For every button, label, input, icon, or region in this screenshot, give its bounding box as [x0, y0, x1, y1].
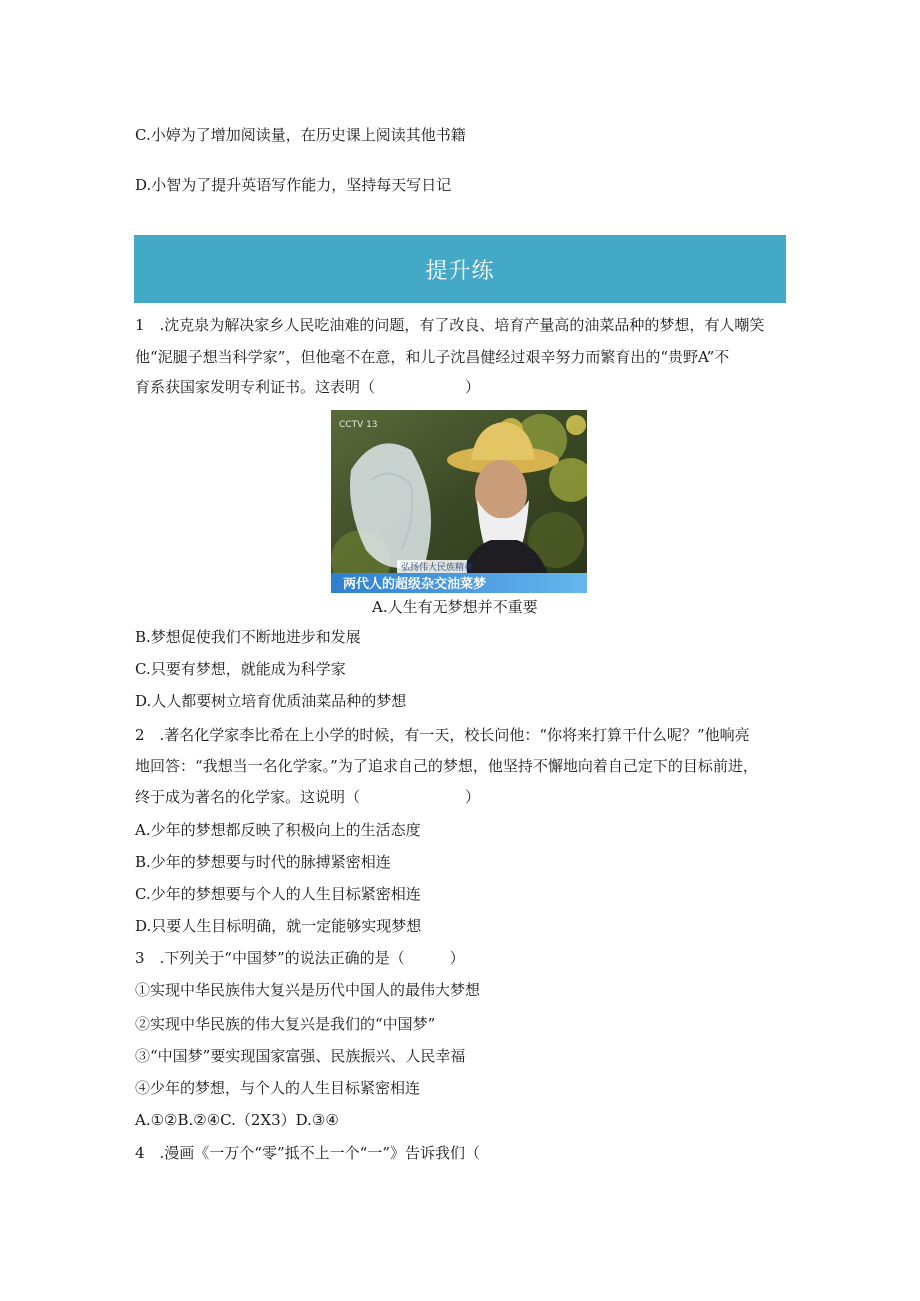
- q3-statement-4: ④少年的梦想，与个人的人生目标紧密相连: [135, 1079, 421, 1097]
- farmer-photo-illustration: [331, 410, 587, 593]
- q2-option-c: C.少年的梦想要与个人的人生目标紧密相连: [135, 885, 421, 903]
- q1-stem-line-3: 育系获国家发明专利证书。这表明（ ）: [135, 378, 481, 396]
- q1-option-b: B.梦想促使我们不断地进步和发展: [135, 628, 361, 646]
- option-c-previous: C.小婷为了增加阅读量，在历史课上阅读其他书籍: [135, 126, 466, 144]
- q2-stem-line-1: 2 .著名化学家李比希在上小学的时候，有一天，校长问他：“你将来打算干什么呢？”他响亮: [135, 726, 750, 744]
- q3-statement-3: ③“中国梦”要实现国家富强、民族振兴、人民幸福: [135, 1047, 466, 1065]
- q2-option-a: A.少年的梦想都反映了积极向上的生活态度: [135, 821, 421, 839]
- q1-stem-line-2: 他“泥腿子想当科学家”，但他毫不在意，和儿子沈昌健经过艰辛努力而繁育出的“贵野A”不: [135, 348, 730, 366]
- option-d-previous: D.小智为了提升英语写作能力，坚持每天写日记: [135, 176, 452, 194]
- q3-answer-options: A.①②B.②④C.（2X3）D.③④: [135, 1111, 339, 1129]
- section-banner: [134, 235, 786, 303]
- q2-stem-line-3: 终于成为著名的化学家。这说明（ ）: [135, 788, 481, 806]
- q3-statement-1: ①实现中华民族伟大复兴是历代中国人的最伟大梦想: [135, 981, 481, 999]
- q1-option-c: C.只要有梦想，就能成为科学家: [135, 660, 346, 678]
- q2-option-d: D.只要人生目标明确，就一定能够实现梦想: [135, 917, 422, 935]
- q1-stem-line-1: 1 .沈克泉为解决家乡人民吃油难的问题，有了改良、培育产量高的油菜品种的梦想，有人嘲笑: [135, 316, 765, 334]
- q1-option-d: D.人人都要树立培育优质油菜品种的梦想: [135, 692, 407, 710]
- q3-statement-2: ②实现中华民族的伟大复兴是我们的“中国梦”: [135, 1015, 436, 1033]
- q2-stem-line-2: 地回答：“我想当一名化学家。”为了追求自己的梦想，他坚持不懈地向着自己定下的目标前进，: [135, 757, 758, 775]
- q1-news-photo: [331, 410, 587, 593]
- section-title: 提升练: [425, 258, 495, 284]
- q2-option-b: B.少年的梦想要与时代的脉搏紧密相连: [135, 853, 391, 871]
- channel-logo: CCTV 13: [339, 420, 378, 430]
- caption-tag: 弘扬伟大民族精神: [401, 563, 474, 573]
- q4-stem: 4 .漫画《一万个“零”抵不上一个“一”》告诉我们（: [135, 1144, 480, 1162]
- q1-option-a: A.人生有无梦想并不重要: [372, 598, 538, 616]
- caption-banner: 两代人的超级杂交油菜梦: [343, 577, 487, 592]
- q3-stem: 3 .下列关于“中国梦”的说法正确的是（ ）: [135, 949, 465, 967]
